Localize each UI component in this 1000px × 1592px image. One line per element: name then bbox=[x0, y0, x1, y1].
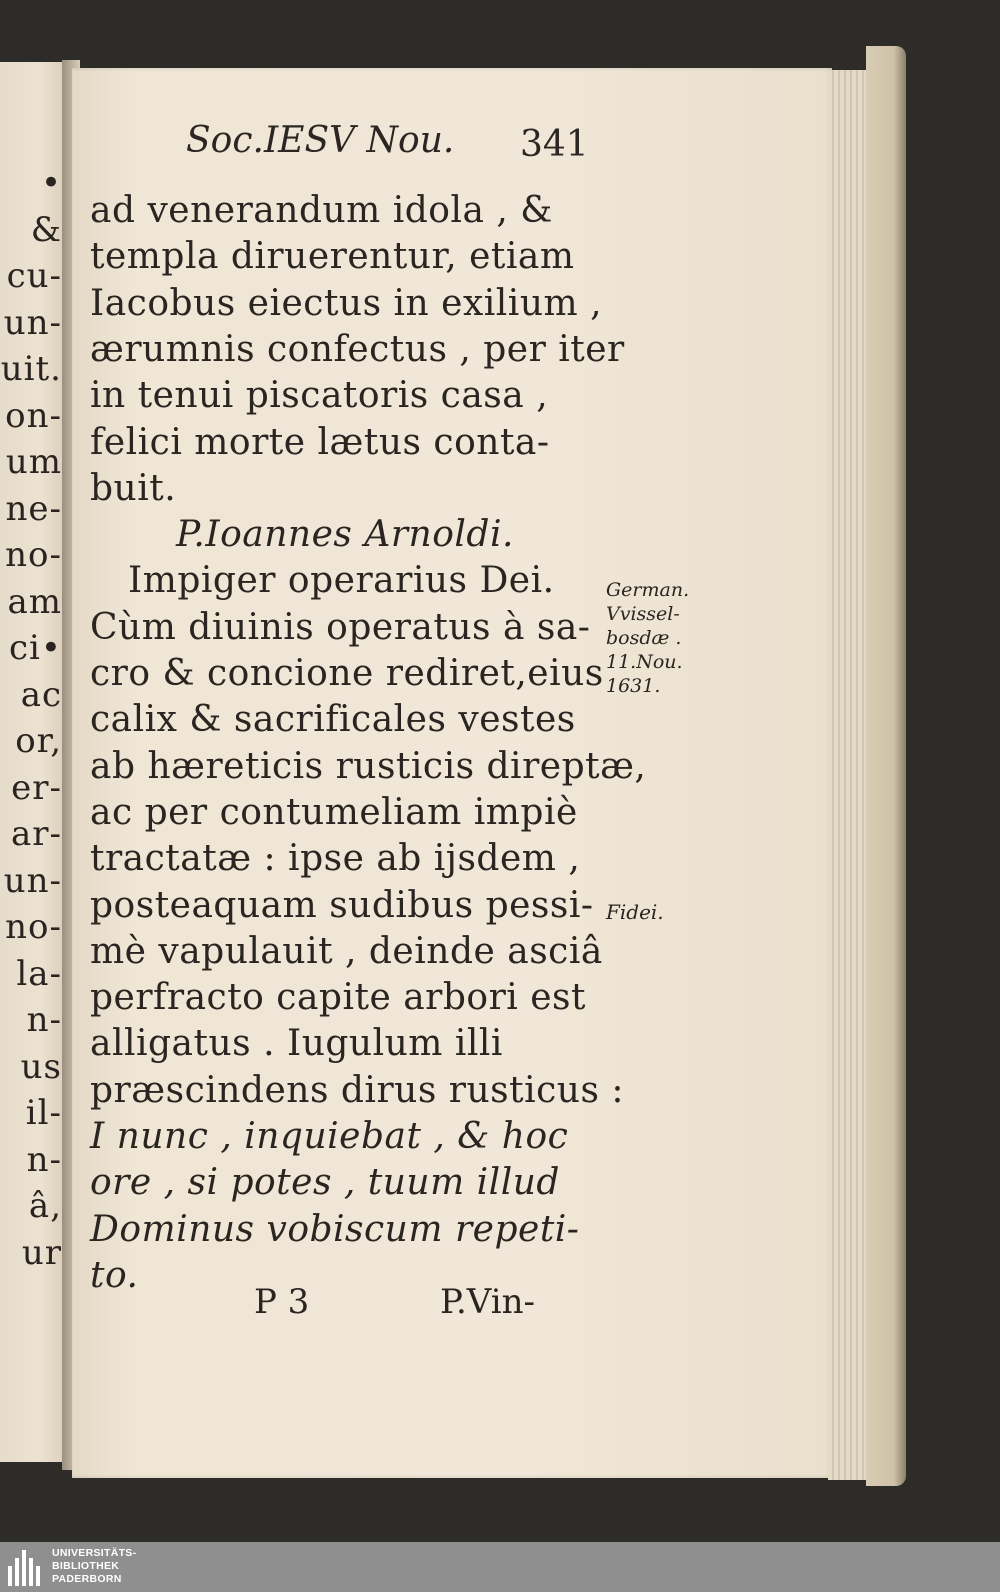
library-name-line: BIBLIOTHEK bbox=[52, 1560, 120, 1572]
left-page-fragment: no- bbox=[5, 907, 62, 947]
library-name-line: UNIVERSITÄTS- bbox=[52, 1547, 137, 1559]
left-page-fragment: • bbox=[40, 163, 62, 203]
library-footer-bar bbox=[0, 1542, 1000, 1592]
margin-note-line: 1631. bbox=[606, 675, 661, 697]
margin-note-line: German. bbox=[606, 579, 690, 601]
text-line: alligatus . Iugulum illi bbox=[90, 1023, 503, 1065]
text-line: Iacobus eiectus in exilium , bbox=[90, 282, 603, 324]
left-page-fragment: am bbox=[7, 581, 62, 622]
left-page-fragment: cu- bbox=[6, 256, 62, 296]
left-page-fragment: ci• bbox=[9, 628, 62, 668]
text-line: mè vapulauit , deinde asciâ bbox=[90, 930, 603, 972]
left-page-fragment: ar- bbox=[10, 814, 62, 854]
page-number: 341 bbox=[520, 124, 589, 165]
running-title: Soc.IESV Nou. bbox=[186, 120, 455, 161]
text-line: Dominus vobiscum repeti- bbox=[90, 1208, 580, 1250]
text-line: ore , si potes , tuum illud bbox=[90, 1162, 560, 1204]
left-page-fragment: uit. bbox=[0, 349, 62, 389]
text-line: calix & sacrificales vestes bbox=[90, 699, 576, 741]
left-page-fragment: no- bbox=[5, 535, 62, 575]
margin-note-line: Vvissel- bbox=[606, 603, 680, 625]
left-page-fragment: ac bbox=[20, 674, 62, 715]
margin-note-virtue: Fidei. bbox=[606, 900, 664, 924]
left-page-fragment: â, bbox=[28, 1186, 62, 1226]
page-stack-edge bbox=[828, 70, 868, 1480]
text-line: posteaquam sudibus pessi- bbox=[90, 884, 594, 926]
library-name-line: PADERBORN bbox=[52, 1573, 122, 1585]
text-line: ad venerandum idola , & bbox=[90, 190, 553, 231]
left-page-fragment: & bbox=[30, 209, 62, 250]
text-line: præscindens dirus rusticus : bbox=[90, 1069, 624, 1111]
text-line: in tenui piscatoris casa , bbox=[90, 375, 549, 417]
left-page-fragment: er- bbox=[11, 767, 62, 808]
text-line: tractatæ : ipse ab ijsdem , bbox=[90, 838, 581, 880]
library-name bbox=[52, 1547, 136, 1586]
left-page-fragment: um bbox=[5, 442, 62, 482]
left-page-fragment: il- bbox=[25, 1093, 62, 1133]
text-line: templa diruerentur, etiam bbox=[90, 236, 575, 278]
left-page-fragment: us bbox=[20, 1046, 62, 1087]
section-heading: P.Ioannes Arnoldi. bbox=[176, 514, 514, 556]
text-line: ac per contumeliam impiè bbox=[90, 791, 578, 833]
left-page-fragment: n- bbox=[26, 1139, 62, 1180]
left-page-fragment: un- bbox=[3, 302, 62, 343]
text-line: buit. bbox=[90, 467, 177, 509]
left-page-fragment: on- bbox=[5, 395, 62, 436]
text-line: cro & concione rediret,eius bbox=[90, 653, 604, 694]
text-line: to. bbox=[90, 1254, 139, 1296]
left-page-fragment: ne- bbox=[5, 488, 62, 529]
left-page-fragment: la- bbox=[16, 953, 62, 994]
left-page-fragment: n- bbox=[26, 1000, 62, 1040]
left-page-fragment: un- bbox=[3, 860, 62, 901]
book-cover-edge bbox=[866, 46, 906, 1486]
margin-note-line: bosdæ . bbox=[606, 627, 682, 649]
margin-note-place bbox=[606, 578, 689, 698]
signature-mark: P 3 bbox=[254, 1282, 310, 1322]
catchword: P.Vin- bbox=[440, 1282, 536, 1322]
text-line: ab hæreticis rusticis direptæ, bbox=[90, 745, 647, 787]
previous-page-edge bbox=[0, 62, 68, 1462]
text-line: felici morte lætus conta- bbox=[90, 421, 550, 463]
text-line: ærumnis confectus , per iter bbox=[90, 328, 625, 370]
text-line: perfracto capite arbori est bbox=[90, 977, 587, 1019]
library-logo-icon bbox=[6, 1548, 44, 1586]
text-line: I nunc , inquiebat , & hoc bbox=[90, 1116, 569, 1157]
margin-note-line: 11.Nou. bbox=[606, 651, 683, 673]
left-page-fragment: ur bbox=[21, 1232, 62, 1273]
text-line: Impiger operarius Dei. bbox=[128, 560, 555, 602]
text-line: Cùm diuinis operatus à sa- bbox=[90, 606, 591, 648]
left-page-fragment: or, bbox=[15, 721, 62, 761]
